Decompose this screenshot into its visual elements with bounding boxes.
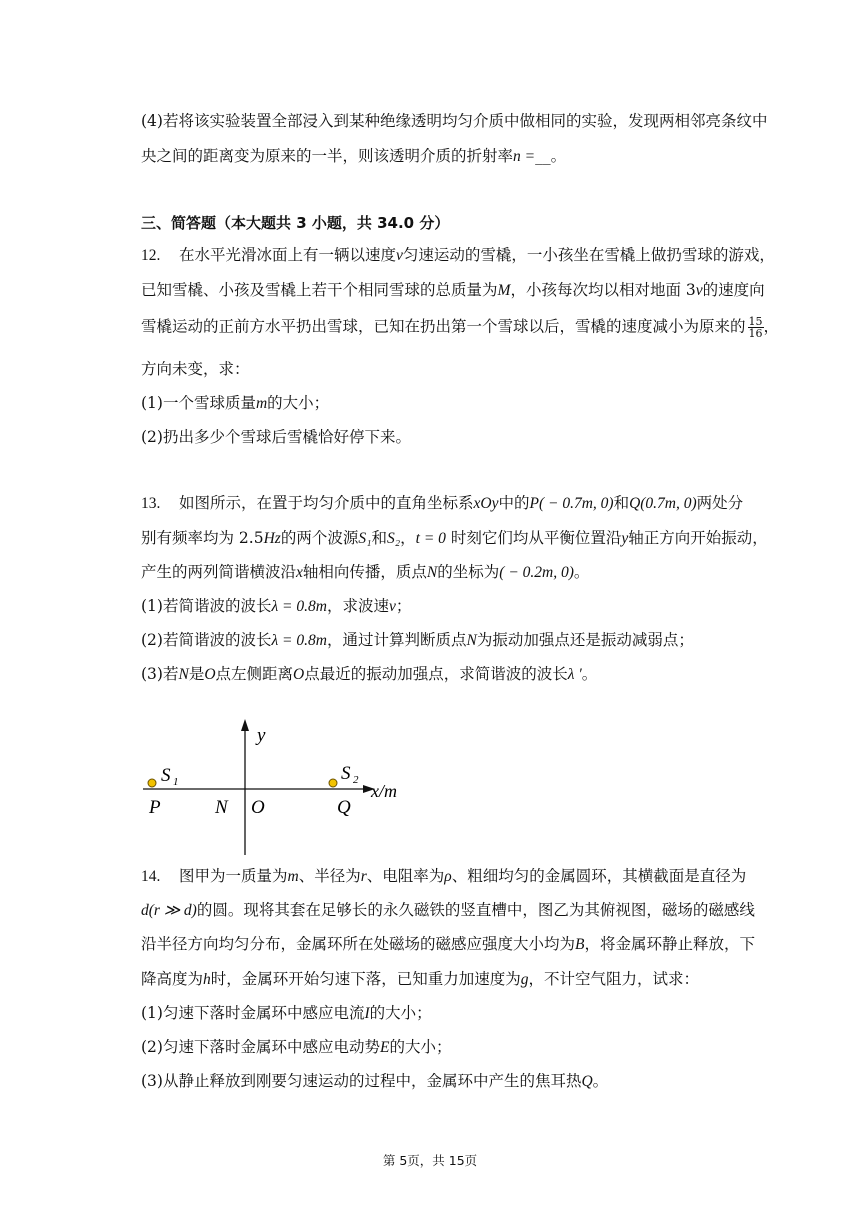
q13-sub3: (3)若N是O点左侧距离O点最近的振动加强点，求简谐波的波长λ ′。 [141,665,598,683]
q13-number: 13. [141,495,161,512]
q13-sub2: (2)若简谐波的波长λ = 0.8m，通过计算判断质点N为振动加强点还是振动减弱点； [141,631,694,649]
source-s2-marker [329,779,337,787]
section-heading: 三、简答题（本大题共 3 小题，共 34.0 分） [141,214,450,232]
q14-line1: 14. 图甲为一质量为m、半径为r、电阻率为ρ、粗细均匀的金属圆环，其横截面是直径为 [141,867,747,885]
point-n-label: N [215,797,228,818]
coordinate-figure [135,715,425,865]
fraction: $\frac{15}{16}$ [748,315,763,340]
q11-part4-line1: (4)若将该实验装置全部浸入到某种绝缘透明均匀介质中做相同的实验，发现两相邻亮条纹中 [141,112,768,130]
s2-subscript: 2 [353,774,359,786]
y-axis-arrow [241,719,249,731]
q14-line2: d(r ≫ d)的圆。现将其套在足够长的永久磁铁的竖直槽中，图乙为其俯视图，磁场的磁感线 [141,901,755,919]
q13-line2: 别有频率均为 2.5Hz的两个波源S₁和S₂，t = 0 时刻它们均从平衡位置沿y轴正方向开始振动， [141,529,768,547]
source-s1-marker [148,779,156,787]
x-axis-label: x/m [371,781,397,801]
q12-line2: 已知雪橇、小孩及雪橇上若干个相同雪球的总质量为M，小孩每次均以相对地面 3v的速度向 [141,281,765,299]
point-p-label: P [149,797,161,818]
q12-line3: 雪橇运动的正前方水平扔出雪球，已知在扔出第一个雪球以后，雪橇的速度减小为原来的 $\frac{15}{16}$ ， [141,315,780,340]
q13-sub1: (1)若简谐波的波长λ = 0.8m，求波速v； [141,597,412,615]
q12-line1: 12. 在水平光滑冰面上有一辆以速度v匀速运动的雪橇，一小孩坐在雪橇上做扔雪球的游戏， [141,246,775,264]
q14-line4: 降高度为h时，金属环开始匀速下落，已知重力加速度为g，不计空气阻力，试求： [141,970,700,988]
q14-sub1: (1)匀速下落时金属环中感应电流I的大小； [141,1004,432,1022]
page-footer: 第 5页，共 15页 [382,1153,478,1168]
q12-number: 12. [141,247,161,264]
s1-subscript: 1 [173,776,179,788]
q14-sub2: (2)匀速下落时金属环中感应电动势E的大小； [141,1038,452,1056]
q12-sub1: (1)一个雪球质量m的大小； [141,394,330,412]
q11-part4-line2: 央之间的距离变为原来的一半，则该透明介质的折射率n =__。 [141,147,567,165]
q13-line3: 产生的两列简谐横波沿x轴相向传播，质点N的坐标为( − 0.2m, 0)。 [141,563,590,581]
point-q-label: Q [337,797,351,818]
q14-line3: 沿半径方向均匀分布，金属环所在处磁场的磁感应强度大小均为B，将金属环静止释放，下 [141,935,755,953]
s2-label: S [341,763,351,784]
q14-sub3: (3)从静止释放到刚要匀速运动的过程中，金属环中产生的焦耳热Q。 [141,1072,609,1090]
s1-label: S [161,765,171,786]
q12-sub2: (2)扔出多少个雪球后雪橇恰好停下来。 [141,428,411,446]
q12-line4: 方向未变，求： [141,360,250,378]
q14-number: 14. [141,868,161,885]
y-axis-label: y [257,725,266,746]
point-o-label: O [251,797,265,818]
q13-line1: 13. 如图所示，在置于均匀介质中的直角坐标系xOy中的P( − 0.7m, 0)和Q(0.7m, 0)两处分 [141,494,744,512]
